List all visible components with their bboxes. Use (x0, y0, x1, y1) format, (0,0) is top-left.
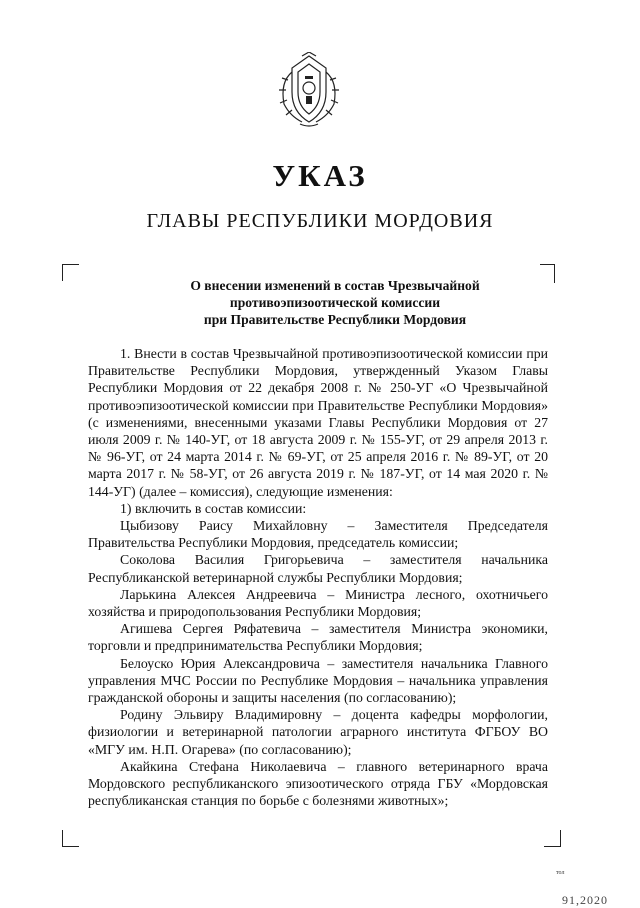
decree-body (88, 345, 548, 809)
body-paragraph: Ларькина Алексея Андреевича – Министра лесного, охотничьего хозяйства и природопользования Республики Мордовия; (88, 586, 548, 620)
corner-mark-bottom-left (62, 830, 79, 847)
corner-mark-top-right (540, 264, 555, 283)
corner-mark-bottom-right (544, 830, 561, 847)
coat-of-arms-emblem (274, 52, 344, 128)
footer-stamp: тол (556, 870, 565, 876)
body-paragraph: Соколова Василия Григорьевича – заместителя начальника Республиканской ветеринарной службы Республики Мордовия; (88, 552, 548, 585)
heading-line: противоэпизоотической комиссии (229, 295, 441, 310)
heading-line: О внесении изменений в состав Чрезвычайной (190, 278, 480, 293)
body-paragraph: Родину Эльвиру Владимировну – доцента кафедры морфологии, физиологии и ветеринарной патологии аграрного института ФГБОУ ВО «МГУ им. Н.П. Огарева» (по согласованию); (88, 707, 548, 757)
body-paragraph: Цыбизову Раису Михайловну – Заместителя Председателя Правительства Республики Мордовия, председатель комиссии; (88, 518, 548, 551)
body-paragraph: 1. Внести в состав Чрезвычайной противоэпизоотической комиссии при Правительстве Республики Мордовия, утвержденный Указом Главы Республики Мордовия от 22 декабря 2008 г. № 250-УГ «О Чрезвычайной противоэпизоотической комиссии при Правительстве Республики Мордовия» (с изменениями, внесенными указами Главы Республики Мордовия от 27 июля 2009 г. № 140-УГ, от 18 августа 2009 г. № 155-УГ, от 29 апреля 2013 г. № 96-УГ, от 24 марта 2014 г. № 69-УГ, от 25 апреля 2016 г. № 89-УГ, от 20 марта 2017 г. № 58-УГ, от 26 августа 2019 г. № 187-УГ, от 14 мая 2020 г. № 144-УГ) (далее – комиссия), следующие изменения: (88, 346, 548, 499)
document-title: УКАЗ (272, 158, 368, 193)
body-paragraph: Акайкина Стефана Николаевича – главного ветеринарного врача Мордовского республиканского эпизоотического отряда ГБУ «Мордовская республиканская станция по борьбе с болезнями животных»; (88, 758, 548, 809)
heading-line: при Правительстве Республики Мордовия (203, 312, 467, 327)
body-paragraph: Белоуско Юрия Александровича – заместителя начальника Главного управления МЧС России по Республике Мордовия – начальника управления гражданской обороны и защиты населения (по согласованию); (88, 655, 548, 706)
body-paragraph: 1) включить в состав комиссии: (120, 500, 307, 516)
footer-number: 91,2020 (562, 893, 608, 907)
decree-heading (150, 277, 520, 328)
corner-mark-top-left (62, 264, 79, 281)
body-paragraph: Агишева Сергея Ряфатевича – заместителя Министра экономики, торговли и предпринимательства Республики Мордовия; (88, 621, 548, 654)
document-subtitle: ГЛАВЫ РЕСПУБЛИКИ МОРДОВИЯ (146, 210, 494, 232)
